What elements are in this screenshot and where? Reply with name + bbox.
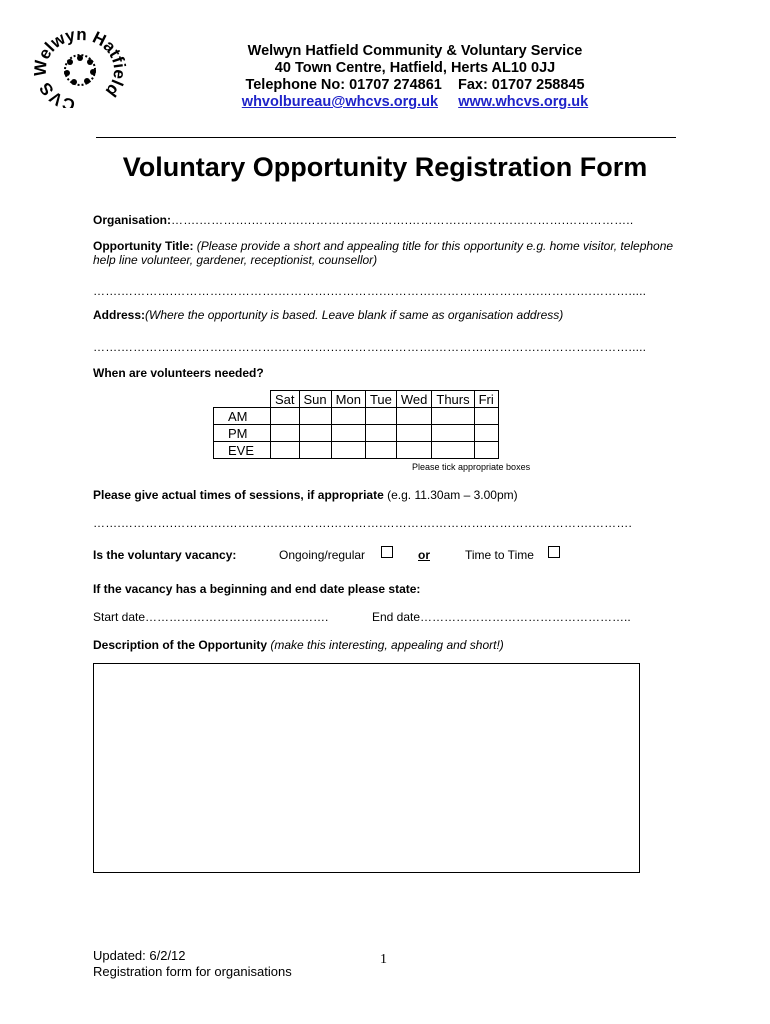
end-date-field[interactable]: End date…………………………………………….. — [372, 610, 631, 624]
times-label: Please give actual times of sessions, if appropriate — [93, 488, 384, 502]
contact-numbers — [180, 77, 650, 94]
or-text: or — [418, 548, 430, 562]
dates-label: If the vacancy has a beginning and end date please state: — [93, 582, 421, 596]
svg-text:CVS Welwyn Hatfield — [31, 28, 130, 108]
corner-cell — [214, 391, 271, 408]
tick-cell[interactable] — [299, 425, 331, 442]
organisation-dots: …….………….………….………….………….………….………….………….…………….. — [171, 213, 634, 227]
day-header: Thurs — [432, 391, 474, 408]
tick-note: Please tick appropriate boxes — [412, 462, 531, 472]
tick-cell[interactable] — [474, 442, 498, 459]
organisation-field[interactable] — [93, 211, 673, 229]
day-header: Sun — [299, 391, 331, 408]
day-header: Fri — [474, 391, 498, 408]
schedule-table — [213, 390, 499, 459]
address-field — [93, 308, 683, 322]
tick-cell[interactable] — [396, 425, 432, 442]
day-header: Sat — [271, 391, 300, 408]
tick-cell[interactable] — [396, 442, 432, 459]
tick-cell[interactable] — [432, 408, 474, 425]
address-dots[interactable]: …….………….………….………….………….………….………….………….………….………….………..... — [93, 340, 647, 354]
opportunity-title-field — [93, 239, 683, 267]
header-divider — [96, 137, 676, 138]
times-hint: (e.g. 11.30am – 3.00pm) — [387, 488, 518, 502]
day-header: Tue — [365, 391, 396, 408]
tick-cell[interactable] — [365, 442, 396, 459]
day-header: Mon — [331, 391, 365, 408]
times-field — [93, 488, 518, 502]
email-link[interactable]: whvolbureau@whcvs.org.uk — [241, 94, 439, 110]
footer-subtitle: Registration form for organisations — [93, 964, 292, 979]
description-heading — [93, 638, 504, 652]
vacancy-label: Is the voluntary vacancy: — [93, 548, 237, 562]
times-dots[interactable]: …….………….………….………….………….………….………….………….………….………….………. — [93, 516, 633, 530]
org-name: Welwyn Hatfield Community & Voluntary Service — [247, 43, 583, 59]
opportunity-dots[interactable]: …….………….………….………….………….………….………….………….………….………….………..... — [93, 284, 647, 298]
fax: Fax: 01707 258845 — [457, 77, 585, 93]
vacancy-option-ongoing — [279, 548, 365, 562]
tick-cell[interactable] — [474, 425, 498, 442]
tick-cell[interactable] — [331, 425, 365, 442]
opportunity-hint: (Please provide a short and appealing title for this opportunity e.g. home visitor, telephone help line volunteer, gardener, receptionist, counsellor) — [93, 239, 674, 267]
when-label: When are volunteers needed? — [93, 366, 264, 380]
row-label: PM — [214, 425, 271, 442]
tick-cell[interactable] — [299, 408, 331, 425]
address-label: Address: — [93, 308, 146, 322]
page-number: 1 — [380, 952, 387, 967]
time-to-time-label: Time to Time — [465, 548, 534, 562]
cvs-logo — [30, 28, 130, 108]
address-hint: (Where the opportunity is based. Leave blank if same as organisation address) — [145, 308, 564, 322]
row-label: AM — [214, 408, 271, 425]
org-address: 40 Town Centre, Hatfield, Herts AL10 0JJ — [274, 60, 556, 76]
organisation-label: Organisation: — [93, 213, 172, 227]
website-link[interactable]: www.whcvs.org.uk — [458, 94, 589, 110]
footer — [93, 948, 292, 980]
tick-cell[interactable] — [432, 425, 474, 442]
tick-cell[interactable] — [365, 425, 396, 442]
contact-links — [180, 94, 650, 111]
telephone: Telephone No: 01707 274861 — [245, 77, 442, 93]
start-date-field[interactable]: Start date………………………………………. — [93, 610, 329, 624]
tick-cell[interactable] — [331, 442, 365, 459]
updated-date: Updated: 6/2/12 — [93, 948, 186, 963]
tick-cell[interactable] — [271, 408, 300, 425]
description-hint: (make this interesting, appealing and short!) — [270, 638, 504, 652]
tick-cell[interactable] — [271, 442, 300, 459]
tick-cell[interactable] — [432, 442, 474, 459]
ongoing-label: Ongoing/regular — [279, 548, 366, 562]
day-header: Wed — [396, 391, 432, 408]
tick-cell[interactable] — [331, 408, 365, 425]
tick-cell[interactable] — [299, 442, 331, 459]
logo-ring-text: CVS Welwyn Hatfield — [30, 28, 130, 108]
description-label: Description of the Opportunity — [93, 638, 267, 652]
row-label: EVE — [214, 442, 271, 459]
tick-cell[interactable] — [365, 408, 396, 425]
tick-cell[interactable] — [396, 408, 432, 425]
tick-cell[interactable] — [474, 408, 498, 425]
opportunity-label: Opportunity Title: — [93, 239, 194, 253]
tick-cell[interactable] — [271, 425, 300, 442]
description-box[interactable] — [93, 663, 640, 873]
ongoing-checkbox[interactable] — [381, 546, 393, 558]
time-to-time-checkbox[interactable] — [548, 546, 560, 558]
form-title: Voluntary Opportunity Registration Form — [122, 152, 648, 182]
